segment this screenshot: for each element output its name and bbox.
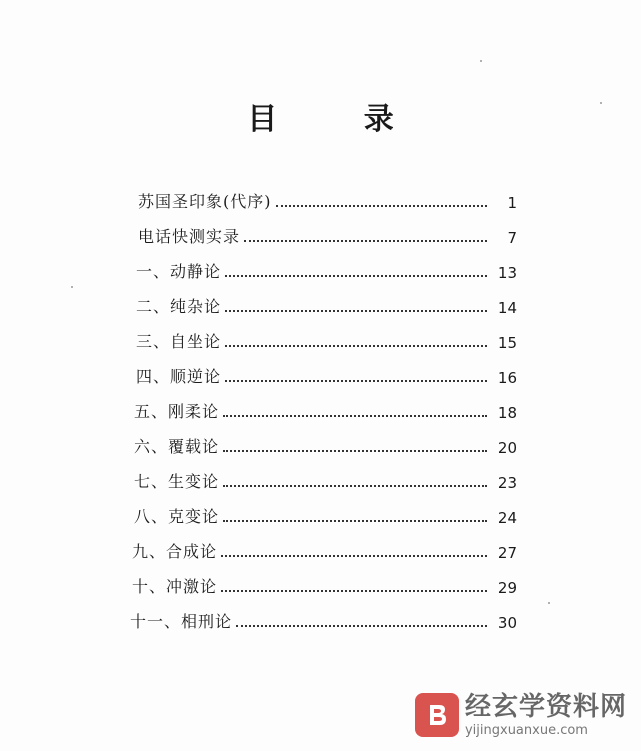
- toc-entry-label: 苏国圣印象(代序): [138, 189, 276, 212]
- scan-speck: [600, 102, 602, 104]
- toc-entry: [136, 363, 517, 387]
- toc-leader-dots: [236, 625, 487, 627]
- toc-entry-label: 八、克变论: [134, 504, 223, 527]
- toc-entry-label: 一、动静论: [136, 259, 225, 282]
- scan-speck: [71, 286, 73, 288]
- toc-leader-dots: [223, 450, 487, 452]
- toc-entry: [134, 433, 517, 457]
- toc-entry-label: 五、刚柔论: [134, 399, 223, 422]
- toc-leader-dots: [223, 485, 487, 487]
- toc-entry-page: 15: [497, 334, 517, 352]
- toc-entry: [136, 258, 517, 282]
- toc-entry-page: 7: [507, 229, 517, 247]
- toc-entry-page: 24: [497, 509, 517, 527]
- toc-entry-label: 电话快测实录: [138, 224, 244, 247]
- toc-entry-label: 十一、相刑论: [130, 609, 236, 632]
- toc-entry: [132, 538, 517, 562]
- toc-entry-page: 13: [497, 264, 517, 282]
- toc-leader-dots: [225, 345, 487, 347]
- toc-leader-dots: [221, 555, 487, 557]
- toc-leader-dots: [221, 590, 487, 592]
- toc-entry-label: 二、纯杂论: [136, 294, 225, 317]
- toc-entry: [134, 468, 517, 492]
- toc-entry: [134, 398, 517, 422]
- toc-entry-label: 九、合成论: [132, 539, 221, 562]
- scan-speck: [480, 60, 482, 62]
- toc-leader-dots: [244, 240, 487, 242]
- toc-entry-page: 29: [497, 579, 517, 597]
- toc-leader-dots: [225, 275, 487, 277]
- toc-entry-label: 三、自坐论: [136, 329, 225, 352]
- toc-entry-label: 七、生变论: [134, 469, 223, 492]
- toc-entry-label: 四、顺逆论: [136, 364, 225, 387]
- toc-title: 目 录: [247, 102, 432, 137]
- scan-speck: [548, 602, 550, 604]
- watermark-site-url: yijingxuanxue.com: [464, 722, 588, 738]
- toc-leader-dots: [223, 415, 487, 417]
- toc-entry: [130, 608, 517, 632]
- toc-entry-page: 1: [507, 194, 517, 212]
- toc-entry-page: 20: [497, 439, 517, 457]
- toc-entry: [136, 293, 517, 317]
- toc-leader-dots: [276, 205, 488, 207]
- toc-entry-page: 16: [497, 369, 517, 387]
- toc-leader-dots: [223, 520, 487, 522]
- toc-entry: [134, 503, 517, 527]
- toc-entry: [138, 188, 517, 212]
- toc-entry: [132, 573, 517, 597]
- stylized-b-logo-icon: [415, 693, 459, 737]
- toc-leader-dots: [225, 310, 487, 312]
- toc-entry: [138, 223, 517, 247]
- toc-entry-page: 18: [497, 404, 517, 422]
- watermark-site-name: 经玄学资料网: [464, 691, 627, 722]
- toc-leader-dots: [225, 380, 487, 382]
- toc-entry-label: 六、覆载论: [134, 434, 223, 457]
- toc-entry-page: 30: [497, 614, 517, 632]
- toc-entry-page: 27: [497, 544, 517, 562]
- toc-entry: [136, 328, 517, 352]
- site-watermark: [415, 693, 627, 737]
- toc-entry-page: 23: [497, 474, 517, 492]
- toc-entry-page: 14: [497, 299, 517, 317]
- toc-entry-label: 十、冲激论: [132, 574, 221, 597]
